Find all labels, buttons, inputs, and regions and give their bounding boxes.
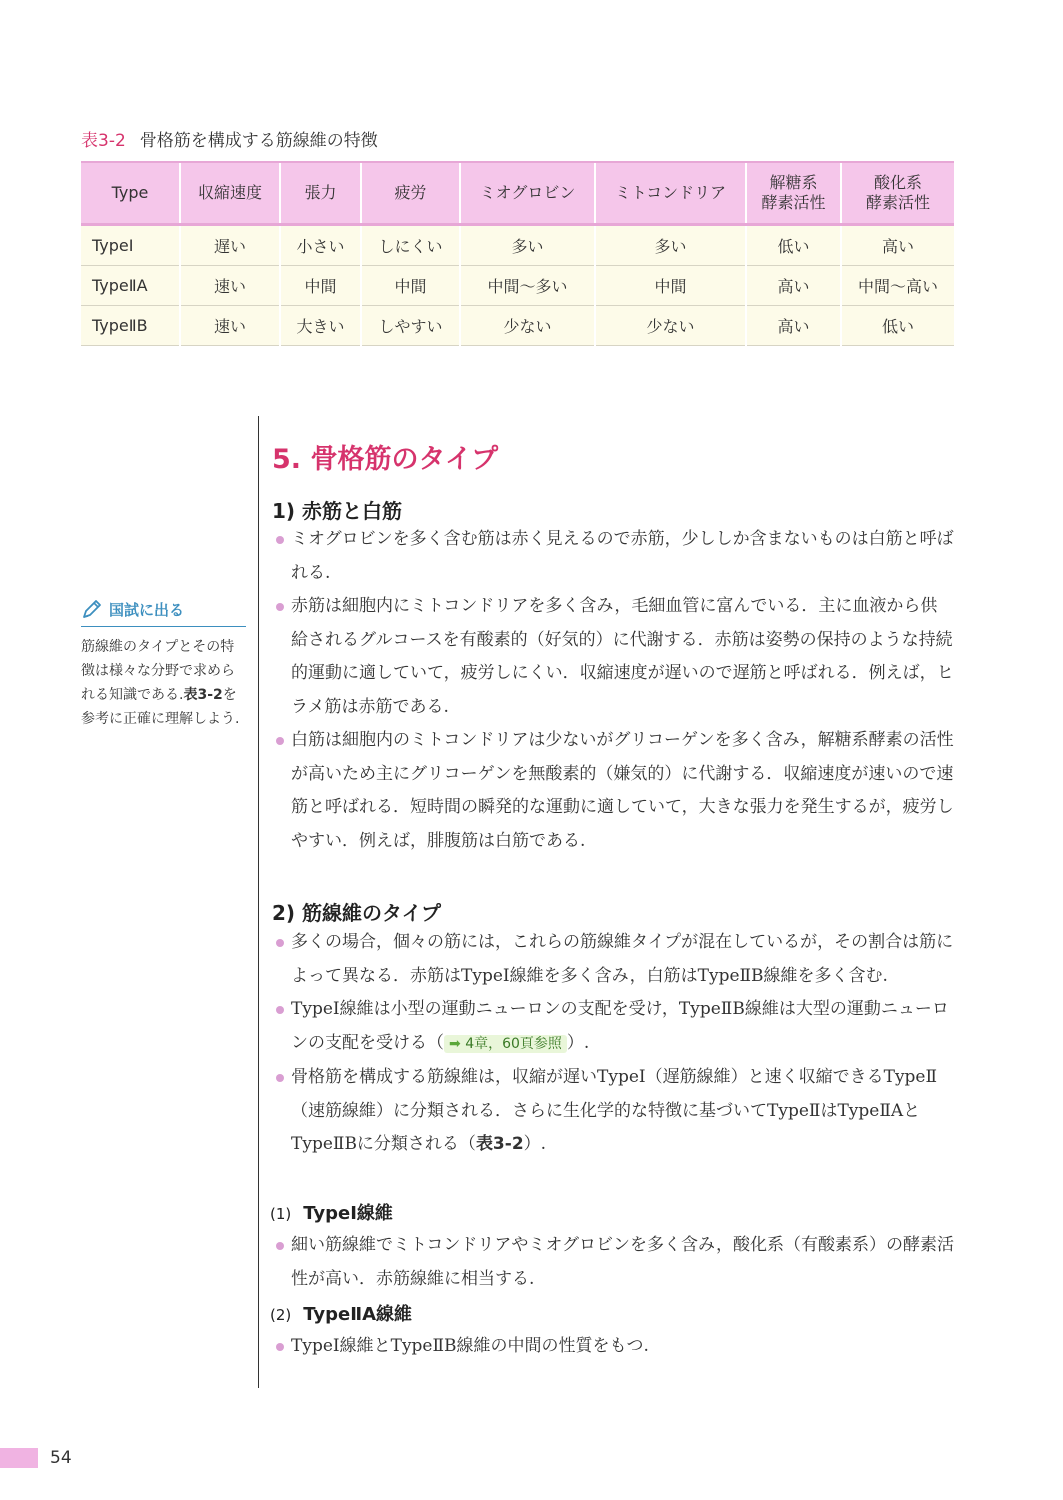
table-header-row bbox=[81, 162, 954, 225]
sidebar-note-table-ref: 表3-2 bbox=[183, 687, 223, 703]
table-cell: 中間〜高い bbox=[841, 266, 954, 306]
table-cell: 低い bbox=[746, 225, 841, 266]
page-number-bar bbox=[0, 1448, 38, 1468]
table-caption bbox=[81, 126, 378, 151]
table-cell: 中間 bbox=[280, 266, 361, 306]
sidebar-note-text-2: を参考に正確に理解しよう. bbox=[81, 687, 240, 727]
fiber-type-paragraphs bbox=[272, 926, 954, 1162]
table-cell: しやすい bbox=[361, 306, 460, 346]
header-type: Type bbox=[81, 162, 180, 225]
page-number: 54 bbox=[50, 1448, 72, 1468]
arrow-right-icon: ➡ bbox=[449, 1035, 461, 1052]
table-cell: 高い bbox=[841, 225, 954, 266]
pencil-icon bbox=[81, 598, 103, 620]
table-cell: TypeⅠ bbox=[81, 225, 180, 266]
table-cell: 中間 bbox=[361, 266, 460, 306]
table-cell: TypeⅡA bbox=[81, 266, 180, 306]
subsection-title-red-white: 1) 赤筋と白筋 bbox=[272, 499, 403, 523]
bullet-item: TypeⅠ線維とTypeⅡB線維の中間の性質をもつ. bbox=[272, 1330, 954, 1364]
bullet-item: 白筋は細胞内のミトコンドリアは少ないがグリコーゲンを多く含み，解糖系酵素の活性が高いため主にグリコーゲンを無酸素的（嫌気的）に代謝する．収縮速度が速いので速筋と呼ばれる．短時間の瞬発的な運動に適していて，大きな張力を発生するが，疲労しやすい．例えば，腓腹筋は白筋である. bbox=[272, 724, 954, 858]
table-cell: 速い bbox=[180, 306, 280, 346]
bullet-item: ミオグロビンを多く含む筋は赤く見えるので赤筋，少ししか含まないものは白筋と呼ばれる. bbox=[272, 523, 954, 590]
type2a-paragraph bbox=[272, 1330, 954, 1364]
table-cell: 中間 bbox=[595, 266, 746, 306]
header-fatigue: 疲労 bbox=[361, 162, 460, 225]
table-row bbox=[81, 306, 954, 346]
bullet-text: TypeⅠ線維は小型の運動ニューロンの支配を受け，TypeⅡB線維は大型の運動ニューロンの支配を受ける（ bbox=[291, 999, 949, 1053]
table-cell: 少ない bbox=[595, 306, 746, 346]
bullet-item bbox=[272, 1061, 954, 1162]
sidebar-note bbox=[81, 598, 246, 731]
table-caption-number: 表3-2 bbox=[81, 131, 126, 151]
sidebar-note-header bbox=[81, 598, 246, 627]
numbered-heading-number: (1) bbox=[270, 1205, 292, 1223]
fiber-characteristics-table bbox=[81, 161, 954, 346]
numbered-heading-number: (2) bbox=[270, 1306, 292, 1324]
table-cell: 遅い bbox=[180, 225, 280, 266]
table-cell: TypeⅡB bbox=[81, 306, 180, 346]
numbered-heading-text: TypeⅠ線維 bbox=[303, 1203, 393, 1224]
header-contraction-speed: 収縮速度 bbox=[180, 162, 280, 225]
table-cell: 中間〜多い bbox=[460, 266, 595, 306]
table-cell: 大きい bbox=[280, 306, 361, 346]
bullet-text-end: ）. bbox=[523, 1134, 547, 1154]
sidebar-note-body bbox=[81, 635, 246, 731]
table-caption-text: 骨格筋を構成する筋線維の特徴 bbox=[139, 131, 378, 151]
header-glycolytic-enzyme bbox=[746, 162, 841, 225]
header-oxidative-enzyme bbox=[841, 162, 954, 225]
table-cell: 低い bbox=[841, 306, 954, 346]
header-mitochondria: ミトコンドリア bbox=[595, 162, 746, 225]
header-glycolytic-line2: 酵素活性 bbox=[761, 193, 826, 212]
subsection-title-fiber-types: 2) 筋線維のタイプ bbox=[272, 901, 442, 925]
header-oxidative-line2: 酵素活性 bbox=[865, 193, 930, 212]
table-cell: 高い bbox=[746, 266, 841, 306]
table-cell: 多い bbox=[595, 225, 746, 266]
bullet-item: 多くの場合，個々の筋には，これらの筋線維タイプが混在しているが，その割合は筋によって異なる．赤筋はTypeⅠ線維を多く含み，白筋はTypeⅡB線維を多く含む. bbox=[272, 926, 954, 993]
table-cell: 高い bbox=[746, 306, 841, 346]
bullet-item bbox=[272, 993, 954, 1061]
table-cell: 少ない bbox=[460, 306, 595, 346]
numbered-heading-text: TypeⅡA線維 bbox=[303, 1304, 413, 1325]
bullet-text: 骨格筋を構成する筋線維は，収縮が遅いTypeⅠ（遅筋線維）と速く収縮できるTypeⅡ（速筋線維）に分類される．さらに生化学的な特徴に基づいてTypeⅡはTypeⅡAとTypeⅡBに分類される（ bbox=[291, 1067, 938, 1154]
type1-paragraph bbox=[272, 1229, 954, 1296]
table-cell: 小さい bbox=[280, 225, 361, 266]
sidebar-note-text-1: 筋線維のタイプとその特徴は様々な分野で求められる知識である. bbox=[81, 639, 235, 703]
column-divider bbox=[258, 416, 259, 1388]
numbered-heading-type1 bbox=[270, 1199, 393, 1225]
header-myoglobin: ミオグロビン bbox=[460, 162, 595, 225]
table-cell: 速い bbox=[180, 266, 280, 306]
table-cell: 多い bbox=[460, 225, 595, 266]
table-cell: しにくい bbox=[361, 225, 460, 266]
red-white-muscle-paragraphs bbox=[272, 523, 954, 858]
cross-reference-link[interactable] bbox=[444, 1035, 567, 1053]
bullet-text-end: ）. bbox=[566, 1032, 590, 1053]
table-row bbox=[81, 225, 954, 266]
header-glycolytic-line1: 解糖系 bbox=[769, 173, 818, 192]
table-row bbox=[81, 266, 954, 306]
bullet-item: 赤筋は細胞内にミトコンドリアを多く含み，毛細血管に富んでいる．主に血液から供給されるグルコースを有酸素的（好気的）に代謝する．赤筋は姿勢の保持のような持続的運動に適していて，疲労しにくい．収縮速度が遅いので遅筋と呼ばれる．例えば，ヒラメ筋は赤筋である. bbox=[272, 590, 954, 724]
header-oxidative-line1: 酸化系 bbox=[873, 173, 922, 192]
numbered-heading-type2a bbox=[270, 1300, 412, 1326]
sidebar-note-title: 国試に出る bbox=[109, 600, 185, 619]
cross-reference-text: 4章，60頁参照 bbox=[465, 1035, 562, 1052]
section-title: 5. 骨格筋のタイプ bbox=[272, 444, 499, 475]
header-tension: 張力 bbox=[280, 162, 361, 225]
table-reference: 表3-2 bbox=[475, 1134, 524, 1154]
bullet-item: 細い筋線維でミトコンドリアやミオグロビンを多く含み，酸化系（有酸素系）の酵素活性が高い．赤筋線維に相当する. bbox=[272, 1229, 954, 1296]
